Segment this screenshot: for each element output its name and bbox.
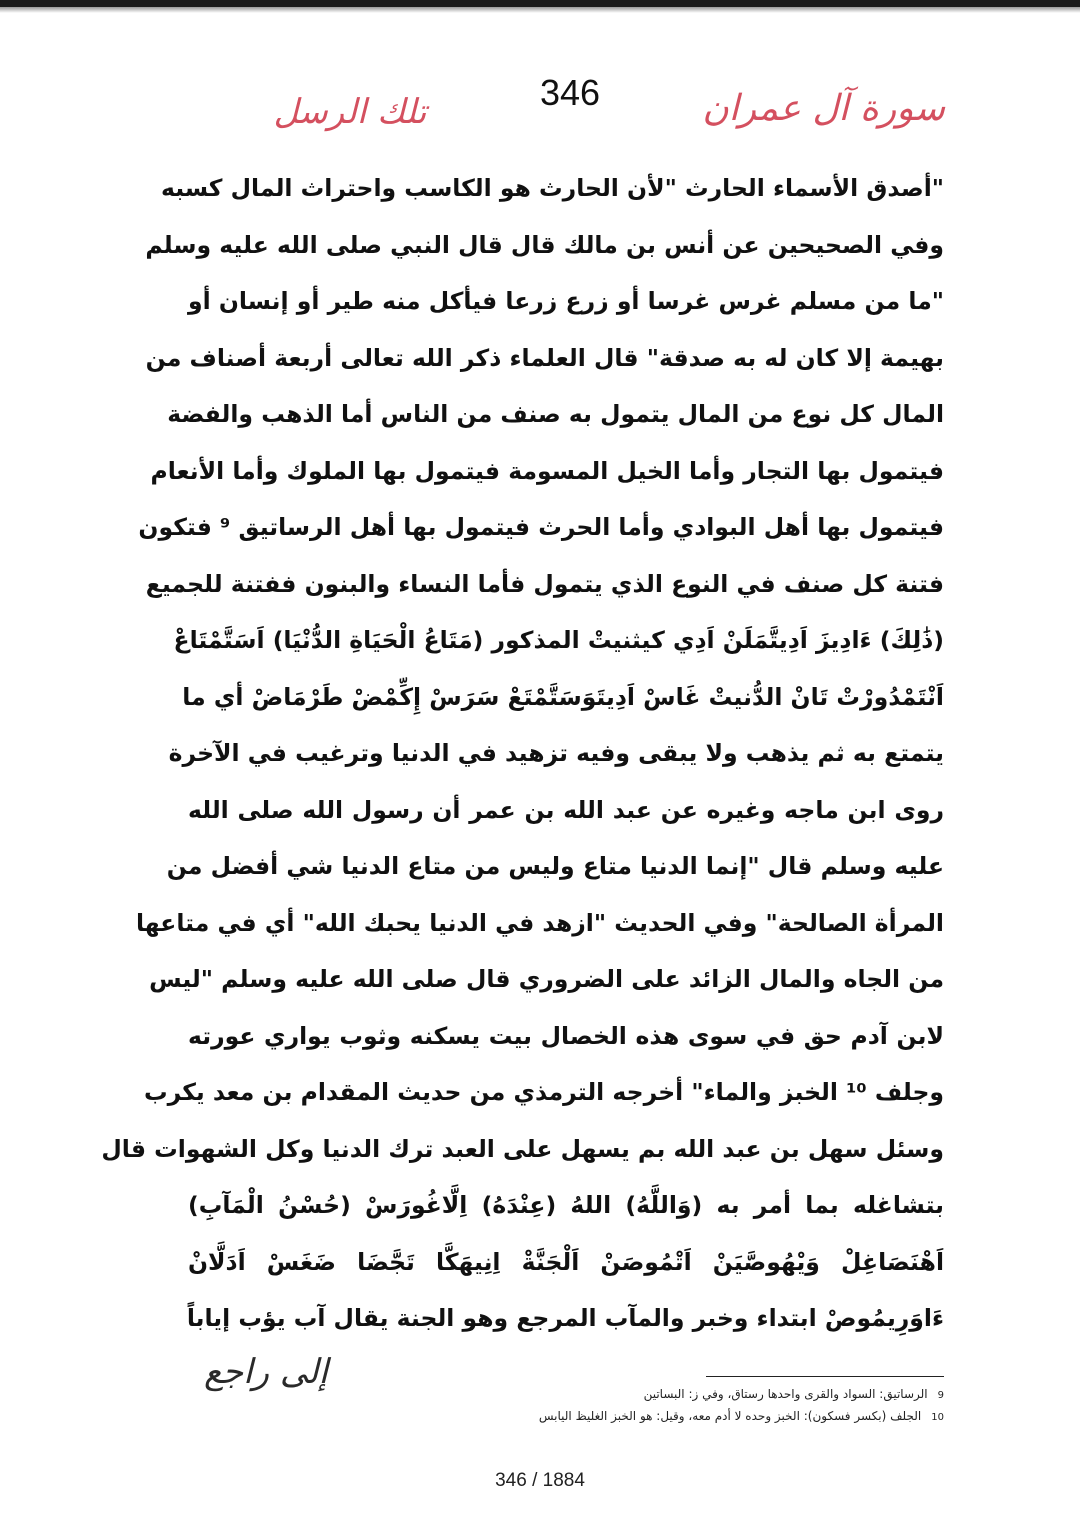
footnotes bbox=[440, 1384, 944, 1428]
text-line: يتمتع به ثم يذهب ولا يبقى وفيه تزهيد في الدنيا وترغيب في الآخرة bbox=[168, 739, 944, 767]
footnote-item bbox=[440, 1406, 944, 1428]
page-counter: 346 / 1884 bbox=[495, 1470, 585, 1491]
text-line: اَهْنَصَاغِلْ وَيْهُوصَّيَنْ اَتْمُوصَنْ اَلْجَنَّةْ اِنِيهَكَّا تَجَّضَا ضَغَسْ اَدَلَّانْ bbox=[188, 1247, 944, 1276]
text-line: (ذَٰلِكَ) ءَادِيزَ اَدِيتَّمَلَنْ اَدِي كيثنيتْ المذكور (مَتَاعُ الْحَيَاةِ الدُّنْيَا) اَسَتَّمْتَاعْ bbox=[173, 626, 944, 654]
text-line: المال كل نوع من المال يتمول به صنف من الناس أما الذهب والفضة bbox=[167, 400, 944, 428]
text-line: بهيمة إلا كان له به صدقة" قال العلماء ذكر الله تعالى أربعة أصناف من bbox=[145, 343, 944, 372]
text-line: المرأة الصالحة" وفي الحديث "ازهد في الدنيا يحبك الله" أي في متاعها bbox=[135, 908, 944, 937]
text-line: وجلف ¹⁰ الخبز والماء" أخرجه الترمذي من حديث المقدام بن معد يكرب bbox=[143, 1078, 944, 1106]
scan-top-shadow bbox=[0, 7, 1080, 13]
footnote-item bbox=[440, 1384, 944, 1406]
text-line: فيتمول بها أهل البوادي وأما الحرث فيتمول بها أهل الرساتيق ⁹ فتكون bbox=[138, 513, 944, 541]
text-line: فتنة كل صنف في النوع الذي يتمول فأما النساء والبنون ففتنة للجميع bbox=[145, 569, 944, 598]
footnote-text: الجلف (بكسر فسكون): الخبز وحده لا أدم معه، وقيل: هو الخبز الغليظ اليابس bbox=[538, 1409, 922, 1423]
footnote-number: 9 bbox=[937, 1390, 944, 1401]
main-text bbox=[101, 160, 944, 1347]
handwritten-juz-name: تلك الرسل bbox=[273, 92, 427, 132]
text-line: من الجاه والمال الزائد على الضروري قال صلى الله عليه وسلم "ليس bbox=[149, 965, 944, 993]
footnote-text: الرساتيق: السواد والقرى واحدها رستاق، وفي ز: البساتين bbox=[643, 1387, 928, 1401]
handwritten-note: إلى راجع bbox=[204, 1352, 328, 1392]
text-line: بتشاغله بما أمر به (وَاللَّهُ) اللهُ (عِنْدَهُ) اِلَّاغُورَسْ (حُسْنُ الْمَآبِ) bbox=[188, 1191, 944, 1219]
text-line: "ما من مسلم غرس غرسا أو زرع زرعا فيأكل منه طير أو إنسان أو bbox=[188, 287, 944, 315]
text-line: لابن آدم حق في سوى هذه الخصال بيت يسكنه وثوب يواري عورته bbox=[188, 1021, 944, 1050]
text-line: "أصدق الأسماء الحارث "لأن الحارث هو الكاسب واحتراث المال كسبه bbox=[161, 174, 944, 202]
text-line: ءَاوَرِيمُوصْ ابتداء وخبر والمآب المرجع وهو الجنة يقال آب يؤب إياباً bbox=[186, 1304, 944, 1332]
handwritten-surah-name: سورة آل عمران bbox=[702, 88, 945, 129]
text-line: روى ابن ماجه وغيره عن عبد الله بن عمر أن رسول الله صلى الله bbox=[188, 795, 944, 824]
footnote-separator bbox=[706, 1376, 944, 1377]
footnote-number: 10 bbox=[931, 1412, 944, 1423]
text-line: فيتمول بها التجار وأما الخيل المسومة فيتمول بها الملوك وأما الأنعام bbox=[150, 456, 944, 485]
text-line: اَنْتَمْدُورْتْ تَانْ الدُّنيتْ غَاسْ اَدِيتَوَسَتَّمْتَعْ سَرَسْ إِكِّمْضْ طَرْمَاضْ أي ما bbox=[182, 682, 944, 711]
text-line: وسئل سهل بن عبد الله بم يسهل على العبد ترك الدنيا وكل الشهوات قال bbox=[101, 1134, 944, 1163]
text-line: وفي الصحيحين عن أنس بن مالك قال قال النبي صلى الله عليه وسلم bbox=[145, 230, 944, 259]
scan-top-edge bbox=[0, 0, 1080, 7]
text-line: عليه وسلم قال "إنما الدنيا متاع وليس من متاع الدنيا شي أفضل من bbox=[166, 852, 944, 880]
page-number: 346 bbox=[539, 72, 601, 113]
